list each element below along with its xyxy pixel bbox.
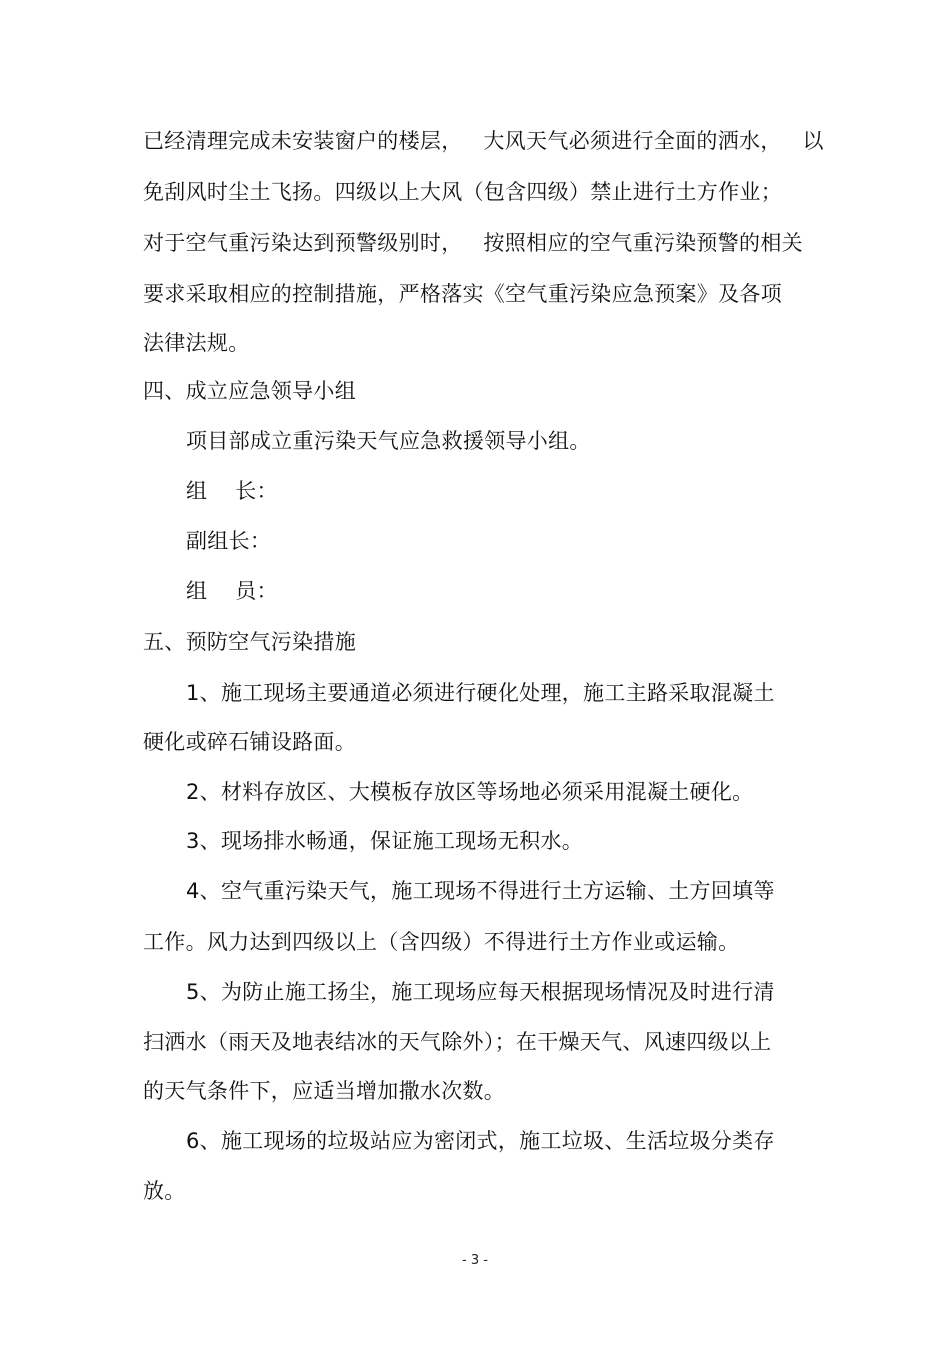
paragraph-line: 对于空气重污染达到预警级别时， 按照相应的空气重污染预警的相关 (143, 231, 803, 255)
list-item-line: 工作。风力达到四级以上（含四级）不得进行土方作业或运输。 (143, 930, 740, 954)
team-role-line: 组 员： (186, 579, 278, 603)
list-item-line: 5、为防止施工扬尘，施工现场应每天根据现场情况及时进行清 (186, 980, 775, 1004)
list-item-line: 扫洒水（雨天及地表结冰的天气除外）；在干燥天气、风速四级以上 (143, 1030, 772, 1054)
team-role-line: 副组长： (186, 529, 272, 553)
paragraph-line: 要求采取相应的控制措施，严格落实《空气重污染应急预案》及各项 (143, 282, 782, 306)
paragraph-line: 免刮风时尘土飞扬。四级以上大风（包含四级）禁止进行土方作业； (143, 180, 782, 204)
section-heading: 四、成立应急领导小组 (143, 379, 356, 403)
paragraph-line: 法律法规。 (143, 331, 250, 355)
list-item-line: 的天气条件下，应适当增加撒水次数。 (143, 1079, 506, 1103)
list-item-line: 4、空气重污染天气，施工现场不得进行土方运输、土方回填等 (186, 879, 775, 903)
list-item-line: 1、施工现场主要通道必须进行硬化处理，施工主路采取混凝土 (186, 681, 775, 705)
team-role-line: 组 长： (186, 479, 278, 503)
paragraph-line: 已经清理完成未安装窗户的楼层， 大风天气必须进行全面的洒水， 以 (143, 129, 824, 153)
section-heading: 五、预防空气污染措施 (143, 630, 356, 654)
page-number: - 3 - (462, 1253, 488, 1268)
list-item-line: 硬化或碎石铺设路面。 (143, 730, 356, 754)
paragraph-line: 项目部成立重污染天气应急救援领导小组。 (186, 429, 591, 453)
list-item-line: 6、施工现场的垃圾站应为密闭式，施工垃圾、生活垃圾分类存 (186, 1129, 775, 1153)
list-item-line: 放。 (143, 1179, 186, 1203)
list-item-line: 3、现场排水畅通，保证施工现场无积水。 (186, 829, 584, 853)
list-item-line: 2、材料存放区、大模板存放区等场地必须采用混凝土硬化。 (186, 780, 754, 804)
